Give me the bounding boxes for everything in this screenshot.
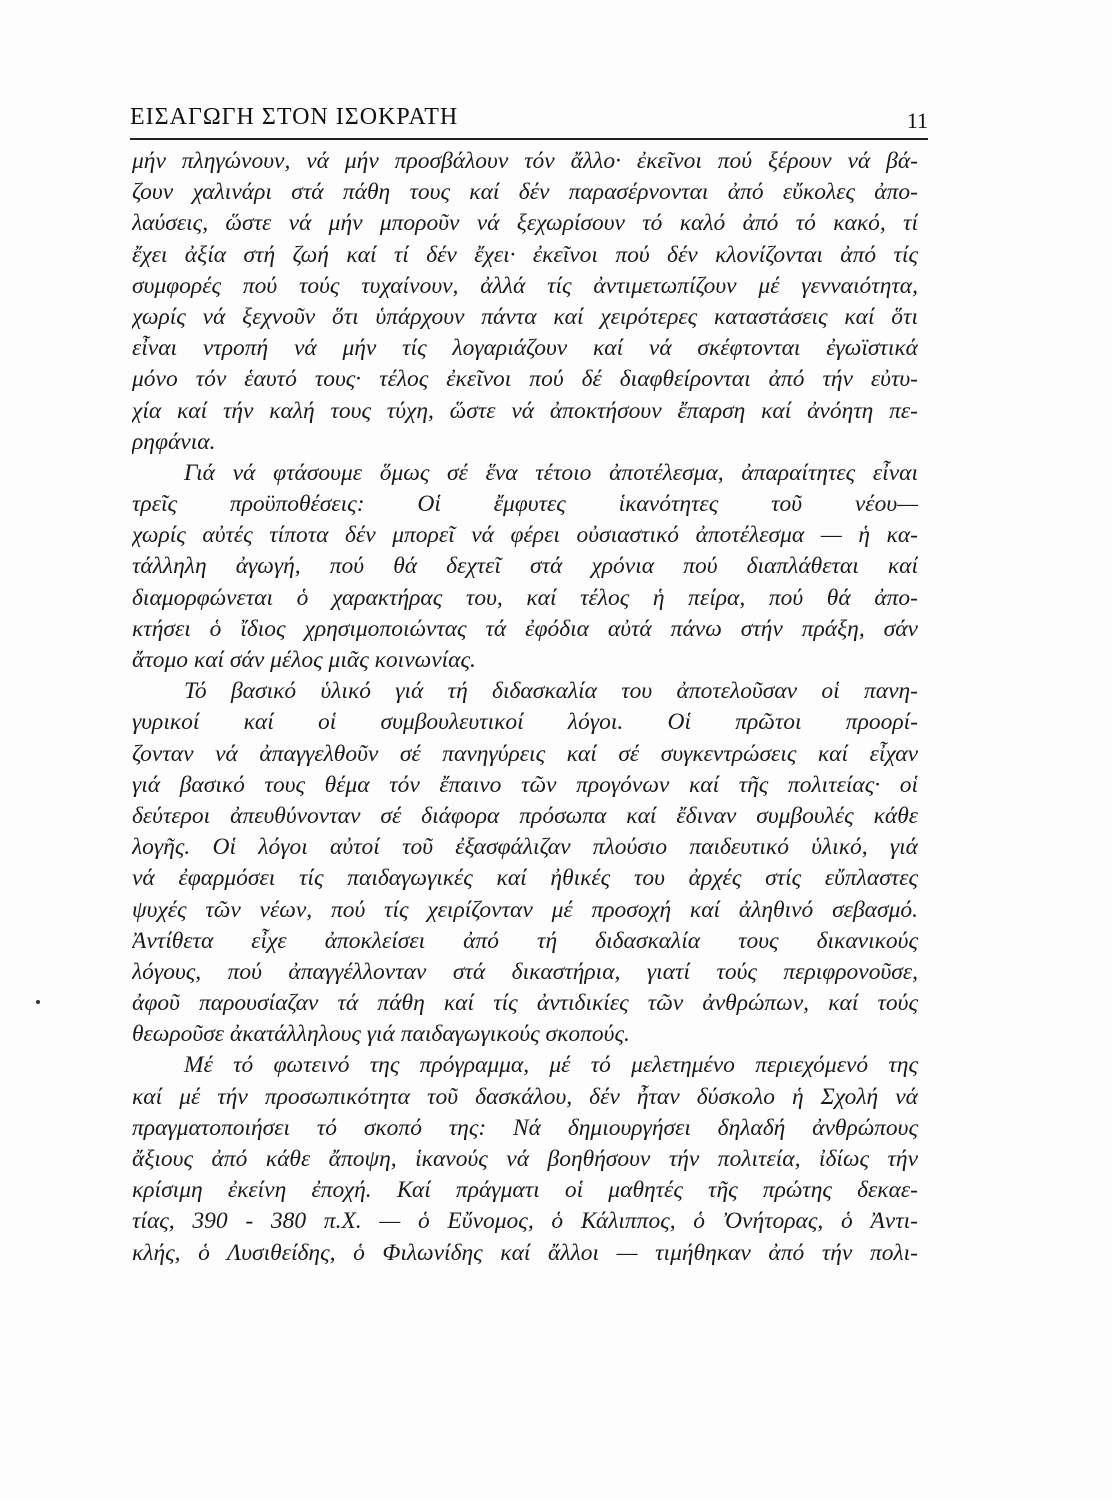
running-header [130, 100, 928, 140]
text-line: ἔχει ἀξία στή ζωή καί τί δέν ἔχει· ἐκεῖνοι πού δέν κλονίζονται ἀπό τίς [132, 241, 918, 268]
text-line: διαμορφώνεται ὁ χαρακτήρας του, καί τέλος ἡ πείρα, πού θά ἀπο- [132, 584, 918, 611]
text-line: ψυχές τῶν νέων, πού τίς χειρίζονταν μέ προσοχή καί ἀληθινό σεβασμό. [132, 896, 918, 923]
text-line: χία καί τήν καλή τους τύχη, ὥστε νά ἀποκτήσουν ἔπαρση καί ἀνόητη πε- [132, 397, 918, 424]
text-line: κτήσει ὁ ἴδιος χρησιμοποιώντας τά ἐφόδια αὐτά πάνω στήν πράξη, σάν [132, 615, 918, 642]
text-line: ἄξιους ἀπό κάθε ἄποψη, ἱκανούς νά βοηθήσουν τήν πολιτεία, ἰδίως τήν [132, 1146, 918, 1172]
text-line: ἄτομο καί σάν μέλος μιᾶς κοινωνίας. [132, 647, 476, 673]
text-line: πραγματοποιήσει τό σκοπό της: Νά δημιουργήσει δηλαδή ἀνθρώπους [132, 1114, 918, 1141]
margin-mark [36, 1000, 40, 1004]
text-line: τίας, 390 - 380 π.Χ. — ὁ Εὔνομος, ὁ Κάλιππος, ὁ Ὀνήτορας, ὁ Ἀντι- [132, 1208, 918, 1235]
page-number: 11 [906, 108, 928, 133]
text-line: συμφορές πού τούς τυχαίνουν, ἀλλά τίς ἀντιμετωπίζουν μέ γενναιότητα, [132, 272, 918, 299]
text-line: χωρίς νά ξεχνοῦν ὅτι ὑπάρχουν πάντα καί χειρότερες καταστάσεις καί ὅτι [132, 303, 918, 330]
text-line: ρηφάνια. [132, 428, 216, 455]
text-line: εἶναι ντροπή νά μήν τίς λογαριάζουν καί νά σκέφτονται ἐγωϊστικά [132, 335, 918, 362]
text-line: γυρικοί καί οἱ συμβουλευτικοί λόγοι. Οἱ πρῶτοι προορί- [132, 709, 918, 736]
text-line: καί μέ τήν προσωπικότητα τοῦ δασκάλου, δέν ἦταν δύσκολο ἡ Σχολή νά [132, 1083, 918, 1110]
text-line: χωρίς αὐτές τίποτα δέν μπορεῖ νά φέρει οὐσιαστικό ἀποτέλεσμα — ἡ κα- [132, 522, 918, 549]
text-line: λόγους, πού ἀπαγγέλλονταν στά δικαστήρια, γιατί τούς περιφρονοῦσε, [132, 958, 918, 985]
text-line: Γιά νά φτάσουμε ὅμως σέ ἕνα τέτοιο ἀποτέλεσμα, ἀπαραίτητες εἶναι [184, 459, 918, 486]
text-line: νά ἐφαρμόσει τίς παιδαγωγικές καί ἠθικές του ἀρχές στίς εὔπλαστες [132, 865, 918, 892]
text-line: τάλληλη ἀγωγή, πού θά δεχτεῖ στά χρόνια πού διαπλάθεται καί [132, 553, 918, 580]
text-line: γιά βασικό τους θέμα τόν ἔπαινο τῶν προγόνων καί τῆς πολιτείας· οἱ [132, 771, 918, 798]
text-line: δεύτεροι ἀπευθύνονταν σέ διάφορα πρόσωπα καί ἔδιναν συμβουλές κάθε [132, 802, 918, 829]
text-line: Μέ τό φωτεινό της πρόγραμμα, μέ τό μελετημένο περιεχόμενό της [184, 1052, 918, 1079]
text-line: ζονταν νά ἀπαγγελθοῦν σέ πανηγύρεις καί σέ συγκεντρώσεις καί εἶχαν [132, 740, 918, 767]
text-line: κλής, ὁ Λυσιθείδης, ὁ Φιλωνίδης καί ἄλλοι — τιμήθηκαν ἀπό τήν πολι- [132, 1239, 918, 1266]
header-title: ΕΙΣΑΓΩΓΗ ΣΤΟΝ ΙΣΟΚΡΑΤΗ [130, 104, 459, 130]
text-line: τρεῖς προϋποθέσεις: Οἱ ἔμφυτες ἱκανότητες τοῦ νέου— [132, 491, 918, 518]
text-line: λογῆς. Οἱ λόγοι αὐτοί τοῦ ἐξασφάλιζαν πλούσιο παιδευτικό ὑλικό, γιά [132, 834, 918, 861]
body-text [132, 146, 918, 1269]
text-line: κρίσιμη ἐκείνη ἐποχή. Καί πράγματι οἱ μαθητές τῆς πρώτης δεκαε- [132, 1177, 918, 1204]
text-line: Ἀντίθετα εἶχε ἀποκλείσει ἀπό τή διδασκαλία τους δικανικούς [132, 927, 918, 954]
text-line: ζουν χαλινάρι στά πάθη τους καί δέν παρασέρνονται ἀπό εὔκολες ἀπο- [132, 179, 918, 206]
text-line: ἀφοῦ παρουσίαζαν τά πάθη καί τίς ἀντιδικίες τῶν ἀνθρώπων, καί τούς [132, 990, 918, 1017]
text-line: μόνο τόν ἑαυτό τους· τέλος ἐκεῖνοι πού δέ διαφθείρονται ἀπό τήν εὐτυ- [132, 366, 918, 393]
text-line: λαύσεις, ὥστε νά μήν μποροῦν νά ξεχωρίσουν τό καλό ἀπό τό κακό, τί [132, 210, 918, 237]
text-line: θεωροῦσε ἀκατάλληλους γιά παιδαγωγικούς σκοπούς. [132, 1021, 630, 1048]
text-line: Τό βασικό ὑλικό γιά τή διδασκαλία του ἀποτελοῦσαν οἱ πανη- [184, 678, 918, 705]
text-line: μήν πληγώνουν, νά μήν προσβάλουν τόν ἄλλο· ἐκεῖνοι πού ξέρουν νά βά- [132, 148, 918, 174]
